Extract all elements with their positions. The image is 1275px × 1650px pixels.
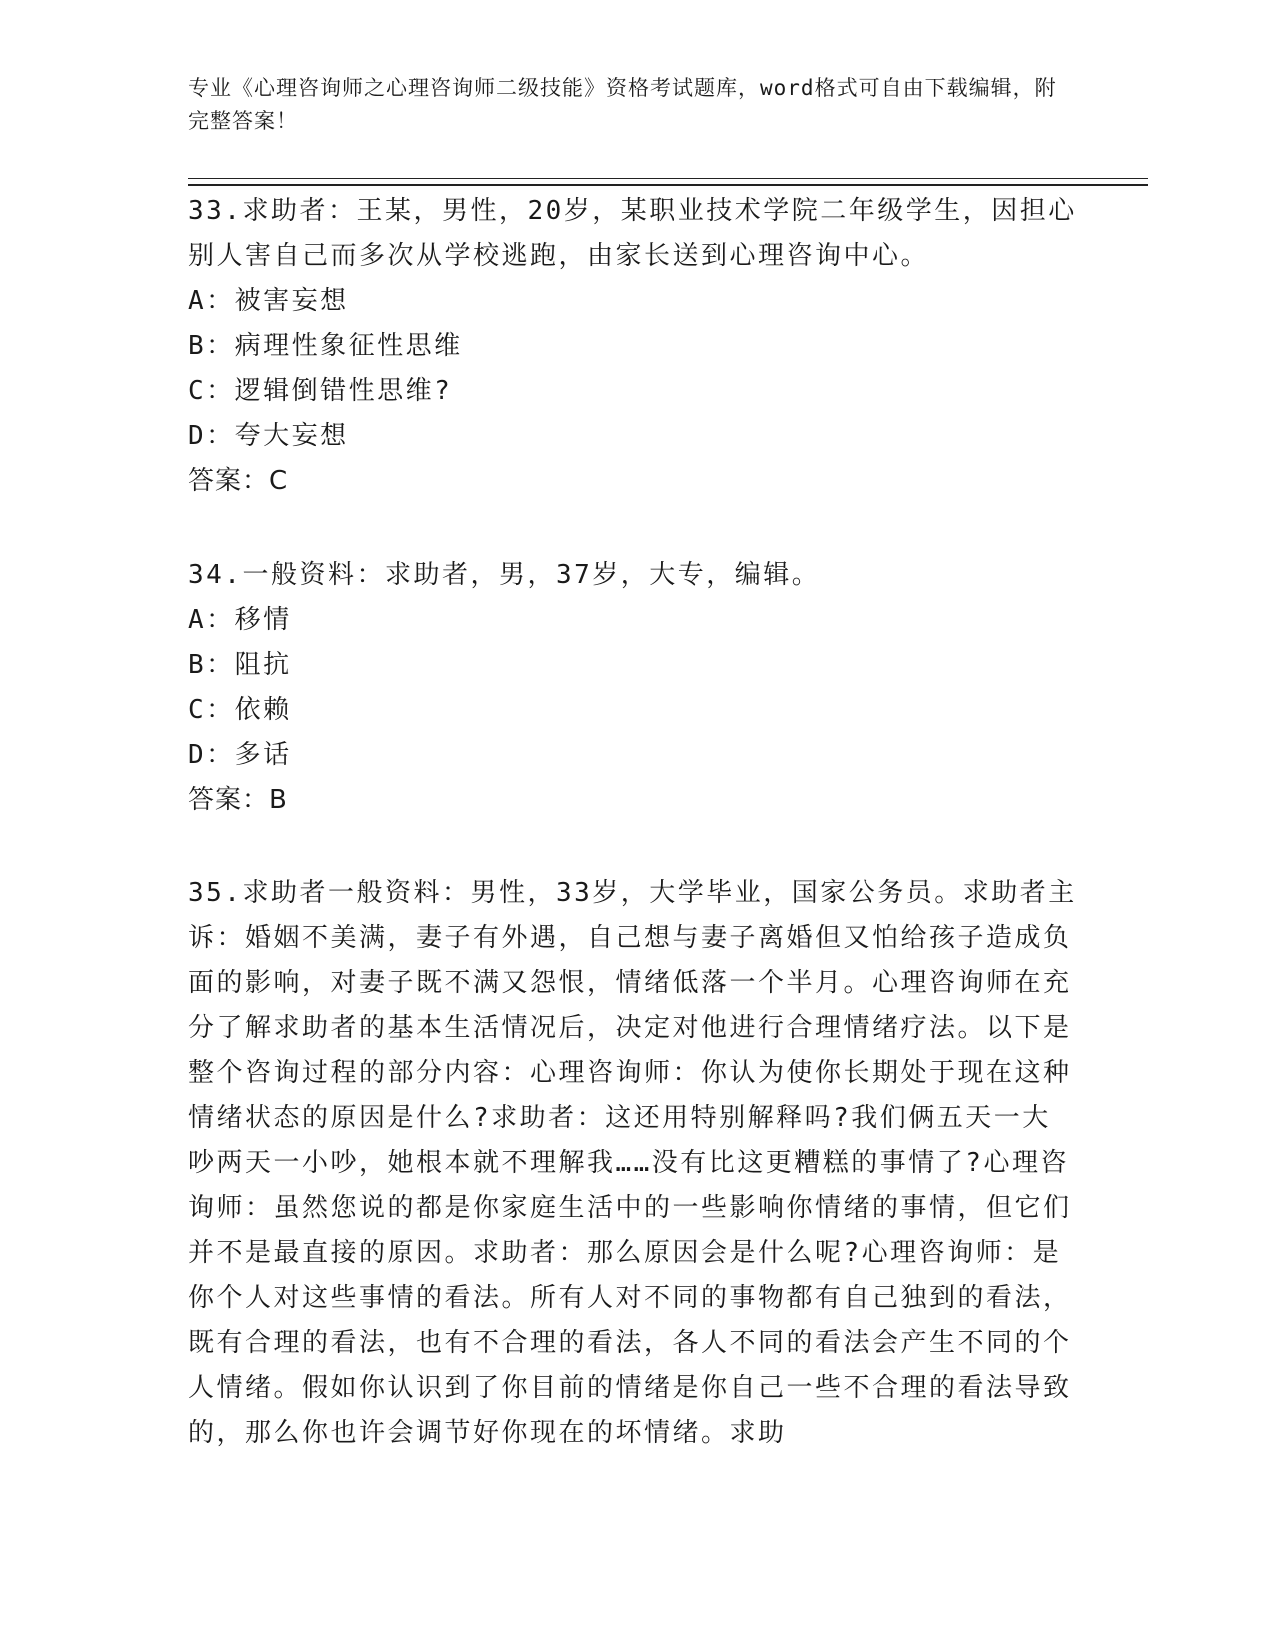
option-d: D：多话	[188, 740, 292, 770]
header-divider	[188, 178, 1148, 186]
option-c: C：逻辑倒错性思维?	[188, 376, 453, 406]
option-a: A：被害妄想	[188, 286, 349, 316]
option-b: B：阻抗	[188, 650, 292, 680]
question-34	[188, 553, 1078, 823]
option-b: B：病理性象征性思维	[188, 331, 463, 361]
answer-line: 答案：C	[188, 466, 289, 496]
question-35	[188, 871, 1078, 1456]
answer-line: 答案：B	[188, 785, 288, 815]
question-stem: 34.一般资料：求助者，男，37岁，大专，编辑。	[188, 560, 821, 590]
option-d: D：夸大妄想	[188, 421, 349, 451]
question-stem: 33.求助者：王某，男性，20岁，某职业技术学院二年级学生，因担心别人害自己而多次从学校逃跑，由家长送到心理咨询中心。	[188, 196, 1077, 271]
question-stem: 35.求助者一般资料：男性，33岁，大学毕业，国家公务员。求助者主诉：婚姻不美满，妻子有外遇，自己想与妻子离婚但又怕给孩子造成负面的影响，对妻子既不满又怨恨，情绪低落一个半月。心理咨询师在充分了解求助者的基本生活情况后，决定对他进行合理情绪疗法。以下是整个咨询过程的部分内容：心理咨询师：你认为使你长期处于现在这种情绪状态的原因是什么?求助者：这还用特别解释吗?我们俩五天一大吵两天一小吵，她根本就不理解我……没有比这更糟糕的事情了?心理咨询师：虽然您说的都是你家庭生活中的一些影响你情绪的事情，但它们并不是最直接的原因。求助者：那么原因会是什么呢?心理咨询师：是你个人对这些事情的看法。所有人对不同的事物都有自己独到的看法，既有合理的看法，也有不合理的看法，各人不同的看法会产生不同的个人情绪。假如你认识到了你目前的情绪是你自己一些不合理的看法导致的，那么你也许会调节好你现在的坏情绪。求助	[188, 878, 1077, 1448]
option-c: C：依赖	[188, 695, 292, 725]
question-33	[188, 189, 1078, 504]
option-a: A：移情	[188, 605, 292, 635]
document-header: 专业《心理咨询师之心理咨询师二级技能》资格考试题库，word格式可自由下载编辑，附完整答案！	[188, 76, 1057, 133]
